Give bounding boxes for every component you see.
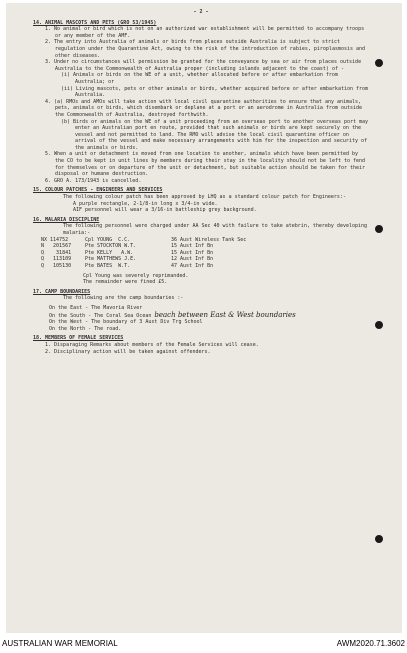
unit: 15 Aust Inf Bn [171,249,214,256]
boundary-line: On the North - The road. [49,325,122,332]
section-heading: 17. CAMP BOUNDARIES [33,288,91,295]
section-16 [33,217,369,286]
outcome-line: Cpl Young was severely reprimanded. [83,272,189,279]
personnel-row [41,256,369,263]
punch-hole [375,321,383,329]
page-number: - 2 - [193,9,209,15]
boundary-line [33,312,369,320]
paragraph: 4. (a) RMOs and AMOs will take action with local civil quarantine authorities to ensure that any animals, pets, animals or birds, which disembark or deplane at a port or an aerodrome in Australia from outside the Commonwealth of Australia, destroyed forthwith. [45,98,363,118]
section-heading: 15. COLOUR PATCHES - ENGINEERS AND SERVICES [33,187,163,194]
paragraph: 6. GRO A. 173/1943 is cancelled. [45,177,142,184]
service-number: NX 114752 [41,236,69,243]
patch-description: AIF personnel will wear a 3/16-in battleship grey background. [73,207,257,214]
punch-hole [375,535,383,543]
typed-document [33,9,369,355]
section-14 [33,20,369,185]
rank-name: Pte MATTHEWS J.E. [85,256,137,263]
archive-reference: AWM2020.71.3602 [336,638,405,648]
punch-hole [375,225,383,233]
personnel-row [41,237,369,244]
boundary-line: On the East - The Mavoria River [49,304,143,311]
unit: 15 Aust Inf Bn [171,243,214,250]
document-sheet [6,3,402,633]
rank-name: Pte KELLY A.W. [85,249,134,256]
patch-description: A purple rectangle, 2-1/8-in long x 3/4-in wide. [73,200,218,207]
rank-name: Cpl YOUNG C.C. [85,236,131,243]
section-18 [33,335,369,355]
service-number: Q 113109 [41,256,72,263]
paragraph: 2. The entry into Australia of animals or birds from places outside Australia is subject to strict regulation under the Quarantine Act, owing to the risk of the introduction of rabies, piroplasmosis and other diseases. [45,39,366,59]
section-17 [33,289,369,333]
sub-paragraph: (ii) Living mascots, pets or other animals or birds, whether acquired before or after embarkation from Australia. [61,85,369,99]
section-heading: 14. ANIMAL MASCOTS AND PETS (GRO 53/1945) [33,19,157,26]
paragraph: 3. Under no circumstances will permission be granted for the conveyance by sea or air from places outside Australia to the Commonwealth of Australia proper (including islands adjacent to the coast) of - [45,59,362,72]
sub-paragraph: (i) Animals or birds on the WE of a unit, whether allocated before or after embarkation from Australia; or [61,72,338,85]
personnel-row [41,250,369,257]
personnel-list [33,237,369,270]
paragraph: 1. Disparaging Remarks about members of the Female Services will cease. [45,341,259,348]
paragraph: 5. When a unit or detachment is moved from one location to another, animals which have been permitted by the CO to be kept in unit lines by members during their stay in the locality should not be left to fend for themselves or on departure of the unit or detachment, but suitable action should be taken for their disposal or humane destruction. [45,151,366,178]
paragraph: 2. Disciplinary action will be taken against offenders. [45,348,211,355]
rank-name: Pte STOCKTON W.T. [85,243,137,250]
service-number: Q 31841 [41,249,72,256]
paragraph: The following colour patch has been approved by LHQ as a standard colour patch for Engineers:- [63,194,346,201]
section-heading: 16. MALARIA DISCIPLINE [33,216,100,223]
archive-footer [0,633,407,653]
unit: 47 Aust Inf Bn [171,262,214,269]
service-number: N 201567 [41,243,72,250]
sub-paragraph: (b) Birds or animals on the WE of a unit proceeding from an overseas port to another overseas port may enter an Australian port en route, provided that such animals or birds are kept securely on the vessel and not permitted to land. The RMO will advise the local civil quarantine officer on arrival of the vessel and make necessary arrangements with him for the inspection and security of the animals or birds. [61,118,369,151]
boundary-south: On the South - The Coral Sea Ocean [49,312,152,319]
section-heading: 18. MEMBERS OF FEMALE SERVICES [33,335,124,342]
boundary-line: On the West - The boundary of 3 Aust Div Trg School [49,319,203,326]
paragraph: The following are the camp boundaries :- [63,295,184,302]
section-15 [33,187,369,213]
rank-name: Pte BATES W.T. [85,262,131,269]
punch-hole [375,59,383,67]
handwritten-note: beach between East & West boundaries [154,310,296,319]
outcome-line: The remainder were fined £5. [83,279,168,286]
personnel-row [41,243,369,250]
paragraph: 1. No animal or bird which is not on an authorized war establishment will be permitted to accompany troops or any member of the AMF. [45,26,365,39]
unit: 36 Aust Wireless Tank Sec [171,236,247,243]
service-number: Q 105130 [41,262,72,269]
personnel-row [41,263,369,270]
archive-name: AUSTRALIAN WAR MEMORIAL [2,638,118,648]
paragraph: The following personnel were charged under AA Sec 40 with failure to take atebrin, thereby developing malaria:- [63,223,368,236]
unit: 12 Aust Inf Bn [171,256,214,263]
